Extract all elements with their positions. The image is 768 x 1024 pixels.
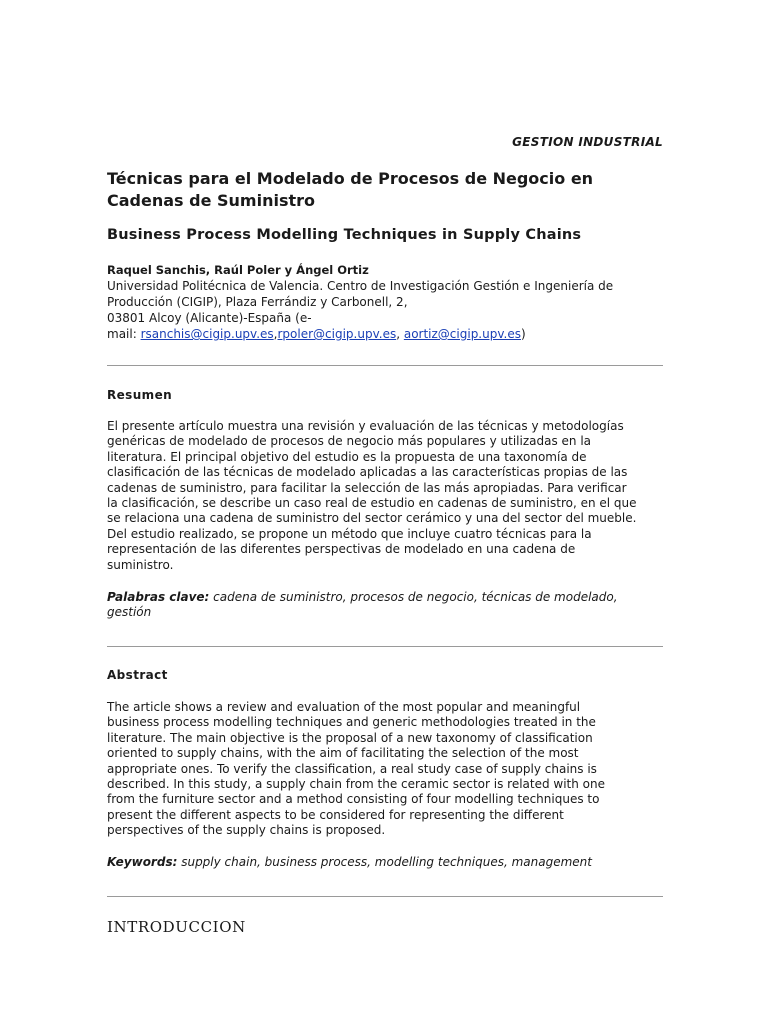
- email-link-aortiz[interactable]: aortiz@cigip.upv.es: [403, 327, 521, 341]
- abstract-line: literature. The main objective is the proposal of a new taxonomy of classification: [107, 730, 593, 745]
- affiliation-email-line: [107, 326, 663, 342]
- email-separator: ,: [273, 327, 278, 341]
- email-separator: ,: [396, 327, 404, 341]
- resumen-line: suministro.: [107, 557, 174, 572]
- resumen-line: genéricas de modelado de procesos de negocio más populares y utilizadas en la: [107, 434, 592, 449]
- affiliation-line-3: 03801 Alcoy (Alicante)-España (e-: [107, 311, 312, 325]
- resumen-body: [107, 419, 663, 573]
- authors: Raquel Sanchis, Raúl Poler y Ángel Ortiz: [107, 263, 369, 277]
- palabras-clave-line-2: gestión: [107, 605, 152, 620]
- keywords-text: supply chain, business process, modelling techniques, management: [177, 855, 592, 869]
- title-line-2: Cadenas de Suministro: [107, 191, 315, 210]
- resumen-line: literatura. El principal objetivo del estudio es la propuesta de una taxonomía de: [107, 449, 587, 464]
- abstract-heading: Abstract: [107, 668, 168, 682]
- divider: [107, 896, 663, 897]
- affiliation: [107, 278, 663, 342]
- divider: [107, 646, 663, 647]
- abstract-line: The article shows a review and evaluation of the most popular and meaningful: [107, 700, 581, 714]
- email-link-rsanchis[interactable]: rsanchis@cigip.upv.es: [140, 327, 274, 341]
- keywords: [107, 855, 663, 870]
- abstract-line: oriented to supply chains, with the aim of facilitating the selection of the most: [107, 746, 579, 761]
- resumen-line: la clasificación, se describe un caso real de estudio en cadenas de suministro, en el que: [107, 496, 637, 511]
- abstract-line: perspectives of the supply chains is proposed.: [107, 823, 386, 838]
- title-line-1: Técnicas para el Modelado de Procesos de Negocio en: [107, 169, 594, 188]
- resumen-line: clasificación de las técnicas de modelado aplicadas a las características propias de las: [107, 465, 628, 480]
- affiliation-line-1: Universidad Politécnica de Valencia. Centro de Investigación Gestión e Ingeniería de: [107, 279, 614, 293]
- abstract-line: present the different aspects to be considered for representing the different: [107, 807, 564, 822]
- paper-subtitle: Business Process Modelling Techniques in Supply Chains: [107, 227, 582, 243]
- divider: [107, 365, 663, 366]
- abstract-line: from the furniture sector and a method consisting of four modelling techniques to: [107, 792, 600, 807]
- email-prefix: mail:: [107, 327, 141, 341]
- palabras-clave-label: Palabras clave:: [107, 590, 210, 604]
- resumen-line: cadenas de suministro, para facilitar la selección de las más apropiadas. Para verificar: [107, 480, 627, 495]
- email-link-rpoler[interactable]: rpoler@cigip.upv.es: [277, 327, 397, 341]
- resumen-line: se relaciona una cadena de suministro del sector cerámico y una del sector del mueble.: [107, 511, 637, 526]
- abstract-line: appropriate ones. To verify the classification, a real study case of supply chains is: [107, 761, 597, 776]
- palabras-clave: [107, 590, 663, 621]
- abstract-line: described. In this study, a supply chain from the ceramic sector is related with one: [107, 777, 606, 792]
- resumen-heading: Resumen: [107, 388, 173, 402]
- resumen-line: El presente artículo muestra una revisión y evaluación de las técnicas y metodologías: [107, 419, 624, 433]
- abstract-body: [107, 700, 663, 839]
- affiliation-line-2: Producción (CIGIP), Plaza Ferrándiz y Carbonell, 2,: [107, 295, 408, 309]
- section-tag: GESTION INDUSTRIAL: [512, 135, 663, 149]
- paper-title: [107, 168, 663, 212]
- abstract-line: business process modelling techniques and generic methodologies treated in the: [107, 715, 596, 730]
- email-suffix: ): [520, 327, 526, 341]
- palabras-clave-text: cadena de suministro, procesos de negocio, técnicas de modelado,: [209, 590, 618, 604]
- palabras-clave-line-1: [107, 590, 663, 605]
- introduccion-heading: INTRODUCCION: [107, 918, 246, 936]
- keywords-label: Keywords:: [107, 855, 178, 869]
- resumen-line: Del estudio realizado, se propone un método que incluye cuatro técnicas para la: [107, 526, 592, 541]
- resumen-line: representación de las diferentes perspectivas de modelado en una cadena de: [107, 542, 576, 557]
